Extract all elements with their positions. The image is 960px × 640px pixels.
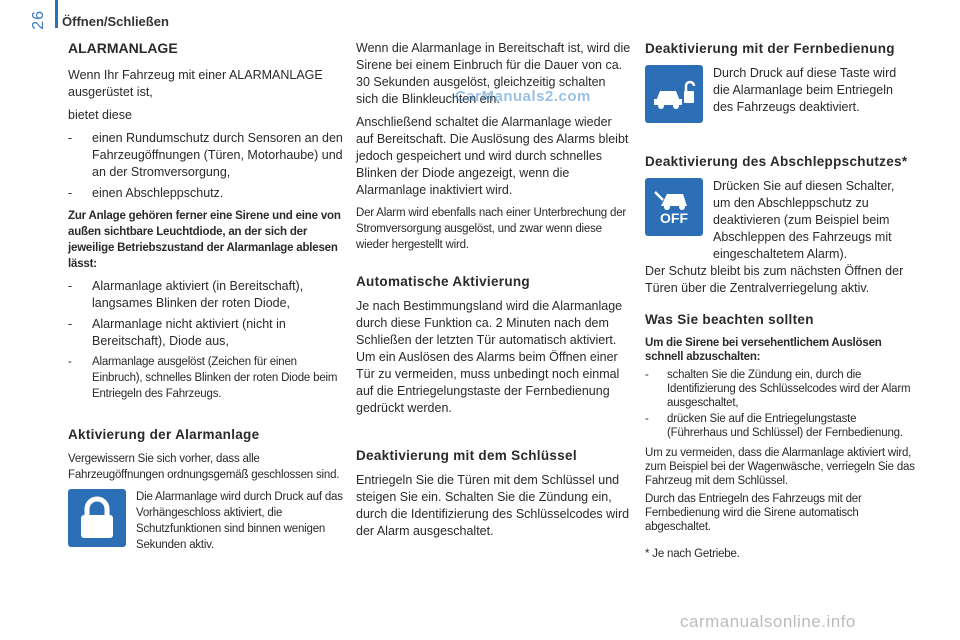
intro-text: Wenn Ihr Fahrzeug mit einer ALARMANLAGE ausgerüstet ist,: [68, 68, 323, 99]
footnote: * Je nach Getriebe.: [645, 548, 740, 560]
remote-text: Durch Druck auf diese Taste wird die Alarmanlage beim Entriegeln des Fahrzeugs deaktiviert.: [713, 66, 897, 114]
list-item: - schalten Sie die Zündung ein, durch die Identifizierung des Schlüsselcodes wird der Alarm ausgeschaltet,: [645, 368, 915, 410]
notes-bold: Um die Sirene bei versehentlichem Auslösen schnell abzuschalten:: [645, 337, 882, 363]
bold-note: Zur Anlage gehören ferner eine Sirene und eine von außen sichtbare Leuchtdiode, an der sich der jeweilige Betriebszustand der Alarmanlage ablesen lässt:: [68, 210, 341, 270]
features-list: [68, 130, 343, 202]
key-text: Entriegeln Sie die Türen mit dem Schlüssel und steigen Sie ein. Schalten Sie die Zündung ein, durch die Identifizierung des Schlüsselcodes wird der Alarm ausgeschaltet.: [356, 473, 630, 538]
siren-text: Wenn die Alarmanlage in Bereitschaft ist, wird die Sirene bei einem Einbruch für die Dauer von ca. 30 Sekunden ausgelöst, gleichzeitig schalten sich die Blinkleuchten ein.: [356, 41, 631, 106]
unlock-car-icon: [645, 65, 703, 123]
tow-text: Drücken Sie auf diesen Schalter, um den Abschleppschutz zu deaktivieren (zum Beispiel beim Abschleppen des Fahrzeugs mit eingeschaltetem Alarm).: [713, 179, 895, 261]
notes-p1: Um zu vermeiden, dass die Alarmanlage aktiviert wird, zum Beispiel bei der Wagenwäsche, verriegeln Sie das Fahrzeug mit dem Schlüssel.: [645, 447, 915, 487]
key-title: Deaktivierung mit dem Schlüssel: [356, 448, 577, 463]
auto-text: Je nach Bestimmungsland wird die Alarmanlage durch diese Funktion ca. 2 Minuten nach dem Schließen der letzten Tür automatisch aktiviert. Um ein Auslösen des Alarms beim Öffnen einer Tür zu vermeiden, muss unbedingt noch einmal auf die Entriegelungstaste der Fernbedienung gedrückt werden.: [356, 299, 623, 415]
list-item: - einen Abschleppschutz.: [68, 185, 343, 202]
auto-title: Automatische Aktivierung: [356, 274, 530, 289]
notes-title: Was Sie beachten sollten: [645, 312, 814, 327]
bietet-text: bietet diese: [68, 108, 132, 122]
padlock-icon: [68, 489, 126, 547]
standby-text: Anschließend schaltet die Alarmanlage wieder auf Bereitschaft. Die Auslösung des Alarms bleibt jedoch gespeichert und wird durch schnelles Blinken der Diode angezeigt, wenn die Alarmanlage inaktiviert wird.: [356, 115, 629, 197]
notes-p2: Durch das Entriegeln des Fahrzeugs mit der Fernbedienung wird die Sirene automatisch abgeschaltet.: [645, 493, 862, 533]
tow-title: Deaktivierung des Abschleppschutzes*: [645, 154, 908, 169]
lock-block: [68, 489, 343, 553]
section-title: Öffnen/Schließen: [62, 14, 169, 29]
list-item: - Alarmanlage ausgelöst (Zeichen für einen Einbruch), schnelles Blinken der roten Diode beim Entriegeln des Fahrzeugs.: [68, 354, 343, 402]
power-text: Der Alarm wird ebenfalls nach einer Unterbrechung der Stromversorgung ausgelöst, und zwar wenn diese wieder hergestellt wird.: [356, 207, 627, 251]
activation-title: Aktivierung der Alarmanlage: [68, 427, 260, 442]
alarm-title: ALARMANLAGE: [68, 40, 178, 56]
tow-block: [645, 178, 915, 263]
column-right: [645, 40, 915, 568]
activation-text: Vergewissern Sie sich vorher, dass alle Fahrzeugöffnungen ordnungsgemäß geschlossen sind.: [68, 453, 340, 481]
list-item: - Alarmanlage aktiviert (in Bereitschaft), langsames Blinken der roten Diode,: [68, 278, 343, 312]
column-middle: [356, 40, 631, 546]
states-list: [68, 278, 343, 402]
off-label: OFF: [660, 209, 688, 226]
tow-text-2: Der Schutz bleibt bis zum nächsten Öffnen der Türen über die Zentralverriegelung aktiv.: [645, 264, 904, 295]
section-marker-bar: [55, 0, 58, 28]
watermark-top: CarManuals2.com: [455, 88, 591, 105]
notes-list: [645, 368, 915, 440]
page-number: 26: [30, 10, 47, 30]
remote-block: [645, 65, 915, 123]
lock-text: Die Alarmanlage wird durch Druck auf das Vorhängeschloss aktiviert, die Schutzfunktionen sind binnen wenigen Sekunden aktiv.: [136, 491, 343, 551]
list-item: - einen Rundumschutz durch Sensoren an den Fahrzeugöffnungen (Türen, Motorhaube) und an der Stromversorgung,: [68, 130, 343, 181]
watermark-bottom: carmanualsonline.info: [680, 612, 856, 631]
tow-off-icon: [645, 178, 703, 236]
remote-title: Deaktivierung mit der Fernbedienung: [645, 41, 895, 56]
column-left: [68, 40, 343, 553]
list-item: - drücken Sie auf die Entriegelungstaste (Führerhaus und Schlüssel) der Fernbedienung.: [645, 412, 915, 440]
list-item: - Alarmanlage nicht aktiviert (nicht in Bereitschaft), Diode aus,: [68, 316, 343, 350]
